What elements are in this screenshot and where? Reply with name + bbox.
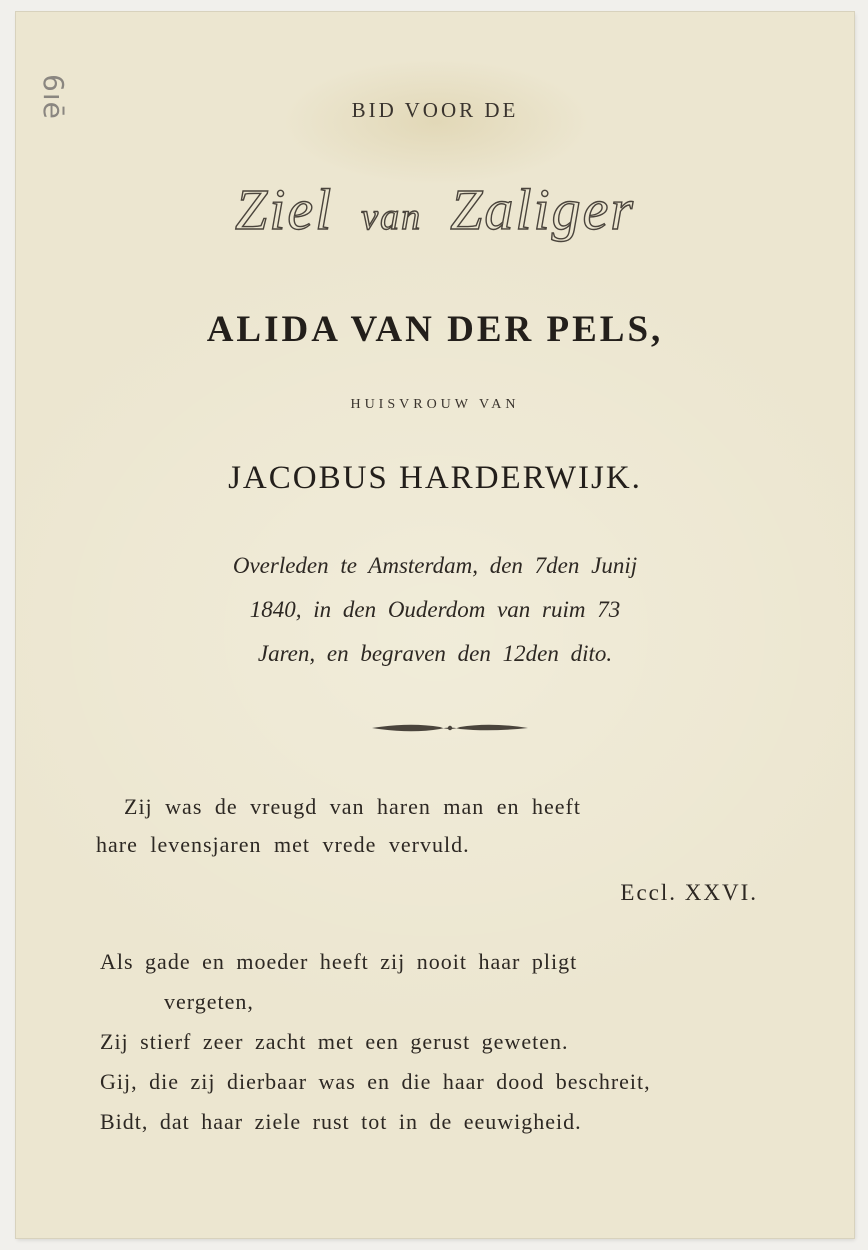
gothic-word-van: van [361,196,423,238]
poem-line: Als gade en moeder heeft zij nooit haar pligt [100,949,578,974]
death-notice-line: Overleden te Amsterdam, den 7den Junij [232,553,638,578]
scripture-verse [96,788,802,864]
gothic-title [16,176,854,243]
memorial-card [16,12,854,1238]
prayer-heading: BID VOOR DE [351,98,519,122]
spouse-name: JACOBUS HARDERWIJK. [228,460,642,496]
relation-label: HUISVROUW VAN [350,397,520,412]
scripture-line: hare levensjaren met vrede vervuld. [96,832,470,857]
inventory-number: 6ıē [37,74,70,120]
scripture-line: Zij was de vreugd van haren man en heeft [124,794,581,819]
death-notice-line: 1840, in den Ouderdom van ruim 73 [249,597,621,622]
poem-line: Zij stierf zeer zacht met een gerust geweten. [100,1029,569,1054]
scripture-reference: Eccl. XXVI. [620,880,758,905]
poem-line: Bidt, dat haar ziele rust tot in de eeuwigheid. [100,1109,582,1134]
poem-line: Gij, die zij dierbaar was en die haar dood beschreit, [100,1069,651,1094]
poem-line: vergeten, [164,989,254,1014]
gothic-word-zaliger: Zaliger [450,177,635,242]
death-notice [16,544,854,676]
deceased-name: ALIDA VAN DER PELS, [206,309,664,350]
ornament-divider [370,718,530,738]
death-notice-line: Jaren, en begraven den 12den dito. [257,641,613,666]
gothic-word-ziel: Ziel [235,177,334,242]
memorial-poem [100,942,820,1142]
